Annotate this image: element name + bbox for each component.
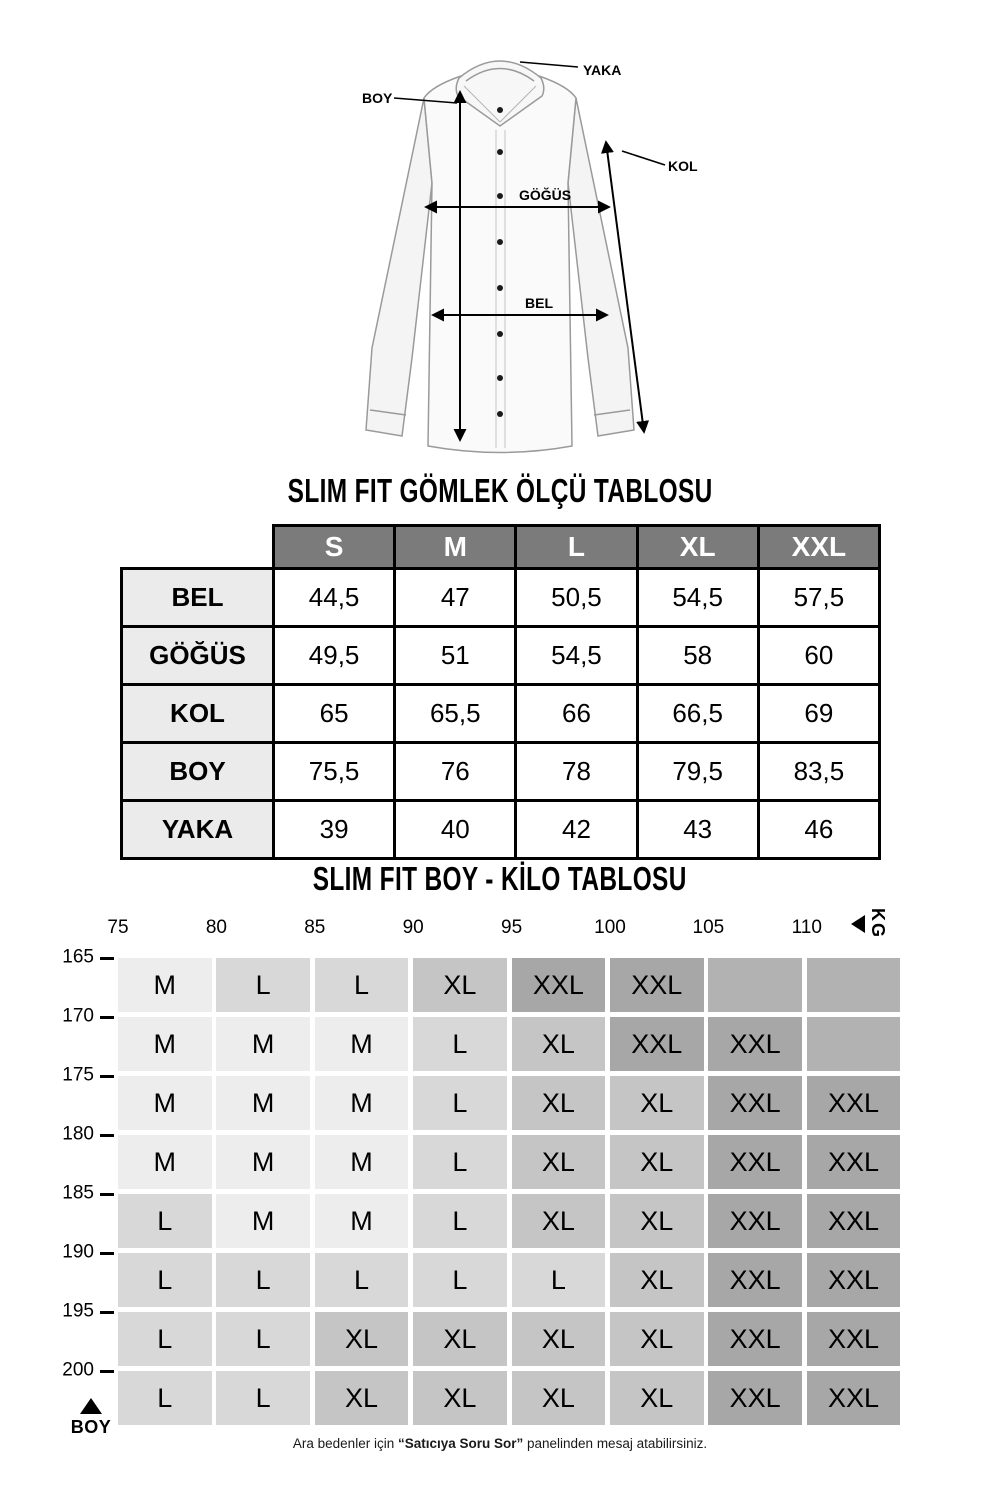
boy-axis-label: 180 [62,1123,94,1145]
kg-axis-label: 90 [402,917,424,938]
boy-axis-tick [100,1252,114,1255]
weight-size-cell: L [413,1076,507,1130]
size-column-header: XL [637,526,758,569]
boy-axis-tick [100,1193,114,1196]
weight-size-cell: L [216,1371,310,1425]
weight-size-cell: L [216,1312,310,1366]
weight-size-cell: M [216,1135,310,1189]
weight-size-cell: XXL [807,1076,901,1130]
size-value-cell: 39 [274,801,395,859]
weight-empty-cell [807,1017,901,1071]
weight-size-cell: XL [610,1371,704,1425]
boy-axis-label: 165 [62,946,94,968]
kol-pointer-line [622,151,665,165]
size-value-cell: 50,5 [516,569,637,627]
size-value-cell: 78 [516,743,637,801]
boy-axis-title: BOY [70,1417,112,1437]
boy-axis-tick [100,1075,114,1078]
size-value-cell: 83,5 [758,743,879,801]
size-value-cell: 44,5 [274,569,395,627]
shirt-measurement-diagram [320,18,700,470]
footer-bold: “Satıcıya Soru Sor” [397,1436,524,1451]
weight-size-cell: XXL [807,1371,901,1425]
weight-size-cell: XXL [610,1017,704,1071]
weight-size-cell: XL [512,1076,606,1130]
size-row-label: KOL [122,685,274,743]
yaka-label: YAKA [583,62,622,78]
boy-axis-label: 175 [62,1064,94,1086]
size-value-cell: 46 [758,801,879,859]
kg-axis-label: 105 [692,917,725,938]
weight-size-cell: XL [610,1312,704,1366]
size-value-cell: 76 [395,743,516,801]
weight-size-cell: XXL [708,1194,802,1248]
size-column-header: S [274,526,395,569]
size-value-cell: 69 [758,685,879,743]
boy-axis-tick [100,1370,114,1373]
size-value-cell: 65,5 [395,685,516,743]
kg-axis-label: 75 [107,917,129,938]
weight-size-cell: XL [512,1194,606,1248]
size-value-cell: 66 [516,685,637,743]
weight-size-cell: XL [610,1076,704,1130]
size-row-label: BOY [122,743,274,801]
weight-size-cell: M [315,1135,409,1189]
boy-axis-tick [100,1134,114,1137]
size-table-header-row [122,526,880,569]
size-row-label: YAKA [122,801,274,859]
weight-size-cell: XXL [708,1371,802,1425]
weight-size-cell: L [413,1253,507,1307]
boy-axis-label: 170 [62,1005,94,1027]
weight-size-cell: XL [413,1371,507,1425]
weight-size-cell: XL [315,1312,409,1366]
weight-size-cell: M [216,1194,310,1248]
weight-size-cell: M [118,1076,212,1130]
size-value-cell: 75,5 [274,743,395,801]
size-table-row [122,569,880,627]
boy-axis-tick [100,957,114,960]
weight-size-cell: M [216,1017,310,1071]
weight-size-cell: XL [315,1371,409,1425]
weight-size-cell: M [216,1076,310,1130]
size-value-cell: 66,5 [637,685,758,743]
weight-size-cell: XL [610,1135,704,1189]
kg-axis-label: 110 [791,917,822,938]
weight-size-cell: XXL [708,1017,802,1071]
weight-size-cell: XXL [512,958,606,1012]
weight-table-title-text: SLIM FIT BOY - KİLO TABLOSU [312,860,688,897]
weight-size-cell: XXL [610,958,704,1012]
weight-size-cell: XL [512,1371,606,1425]
weight-size-cell: M [118,1135,212,1189]
size-table-body [122,569,880,859]
size-value-cell: 57,5 [758,569,879,627]
size-value-cell: 79,5 [637,743,758,801]
boy-axis-label: 195 [62,1300,94,1322]
weight-size-cell: XL [610,1253,704,1307]
weight-size-cell: XL [610,1194,704,1248]
weight-size-cell: M [118,1017,212,1071]
size-table-title [0,472,1000,510]
size-column-header: XXL [758,526,879,569]
weight-size-cell: L [512,1253,606,1307]
weight-size-cell: L [118,1371,212,1425]
kg-axis-label: 80 [205,917,227,938]
weight-size-cell: L [118,1253,212,1307]
weight-size-cell: L [118,1312,212,1366]
kg-axis-title: KG [868,908,888,939]
boy-label: BOY [362,90,393,106]
size-value-cell: 47 [395,569,516,627]
weight-size-cell: XL [413,958,507,1012]
boy-axis-tick [100,1016,114,1019]
size-value-cell: 43 [637,801,758,859]
weight-size-cell: XL [413,1312,507,1366]
weight-size-cell: XXL [807,1194,901,1248]
size-value-cell: 42 [516,801,637,859]
footer-prefix: Ara bedenler için [292,1436,398,1451]
size-table-row [122,743,880,801]
size-row-label: GÖĞÜS [122,627,274,685]
weight-size-cell: XXL [708,1253,802,1307]
size-table-row [122,627,880,685]
size-table [120,524,881,860]
weight-empty-cell [807,958,901,1012]
size-table-row [122,801,880,859]
weight-height-table [0,905,1000,1465]
kg-axis-label: 95 [501,917,523,938]
weight-size-cell: XL [512,1017,606,1071]
boy-axis-label: 200 [62,1359,94,1381]
size-value-cell: 54,5 [516,627,637,685]
kg-axis-label: 100 [594,917,626,938]
weight-size-cell: XXL [807,1135,901,1189]
arrow-up-icon [80,1398,102,1414]
weight-size-cell: L [413,1194,507,1248]
boy-axis-label: 190 [62,1241,94,1263]
size-value-cell: 54,5 [637,569,758,627]
size-value-cell: 65 [274,685,395,743]
gogus-label: GÖĞÜS [518,187,572,203]
weight-size-cell: L [216,958,310,1012]
weight-size-cell: L [413,1017,507,1071]
size-table-row [122,685,880,743]
weight-size-cell: XL [512,1135,606,1189]
size-value-cell: 49,5 [274,627,395,685]
weight-size-cell: L [216,1253,310,1307]
weight-size-cell: M [315,1194,409,1248]
weight-size-cell: M [315,1076,409,1130]
weight-size-cell: XL [512,1312,606,1366]
footer-note [0,1436,1000,1451]
weight-size-cell: XXL [708,1135,802,1189]
bel-label: BEL [525,295,553,311]
weight-size-cell: L [118,1194,212,1248]
size-value-cell: 40 [395,801,516,859]
weight-size-cell: XXL [807,1253,901,1307]
boy-axis-label: 185 [62,1182,94,1204]
boy-axis-tick [100,1311,114,1314]
size-table-corner [122,526,274,569]
footer-suffix: panelinden mesaj atabilirsiniz. [523,1436,708,1451]
shirt-outline [366,61,634,453]
size-value-cell: 51 [395,627,516,685]
kol-label: KOL [668,158,698,174]
size-row-label: BEL [122,569,274,627]
size-column-header: M [395,526,516,569]
weight-size-cell: L [413,1135,507,1189]
boy-axis-flag [66,1398,116,1438]
weight-size-cell: XXL [807,1312,901,1366]
size-value-cell: 58 [637,627,758,685]
weight-size-cell: XXL [708,1312,802,1366]
weight-size-cell: M [315,1017,409,1071]
weight-empty-cell [708,958,802,1012]
weight-size-cell: M [118,958,212,1012]
weight-table-title [0,860,1000,898]
size-column-header: L [516,526,637,569]
yaka-pointer-line [520,62,578,67]
weight-size-cell: L [315,1253,409,1307]
weight-size-cell: L [315,958,409,1012]
weight-size-cell: XXL [708,1076,802,1130]
kg-axis-label: 85 [304,917,326,938]
size-value-cell: 60 [758,627,879,685]
kg-axis-flag [851,908,888,939]
arrow-left-icon [851,915,865,933]
size-table-title-text: SLIM FIT GÖMLEK ÖLÇÜ TABLOSU [287,472,713,509]
